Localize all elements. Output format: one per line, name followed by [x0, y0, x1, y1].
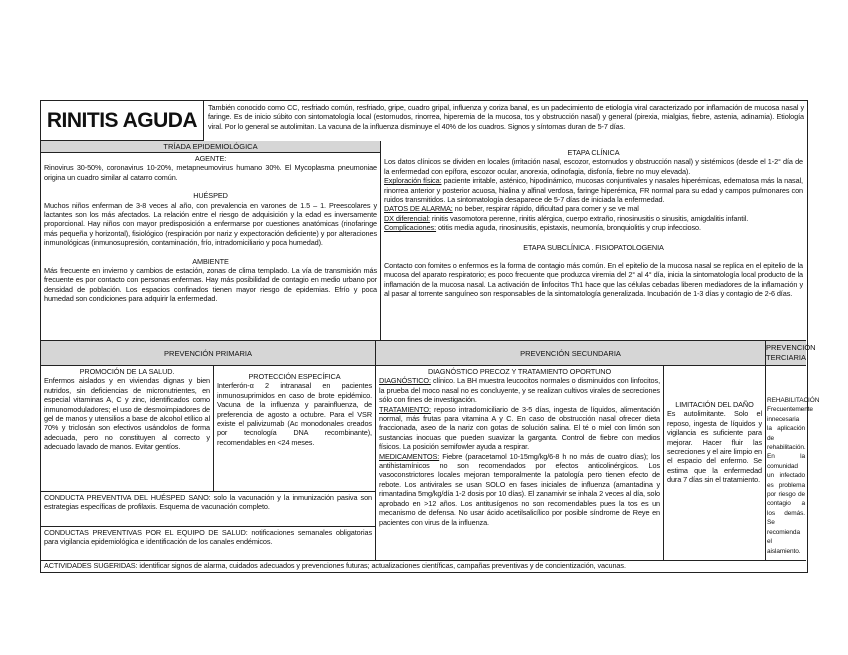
datos-alarma	[384, 204, 803, 213]
conducta-huesped	[41, 492, 376, 527]
huesped-text: Muchos niños enferman de 3-8 veces al año, con prevalencia en varones de 1.5 – 1. Preescolares y lactantes son los más afectados. La relación entre el riesgo de adquisición y la edad es inversamente proporcional. Hay niños con mayor predisposición a enfermarse por cuestiones anatómicas (rinofaringe más pequeña y horizontal), fisiológico (respiración por nariz y expectoración deficiente) y por alteraciones inmunológicas (inmunosupresión, contaminación, frío, intradomiciliario y poca humedad).	[44, 200, 377, 248]
diagnostico-title: DIAGNÓSTICO PRECOZ Y TRATAMIENTO OPORTUNO	[427, 367, 612, 376]
diagnostico-label: DIAGNÓSTICO:	[379, 376, 431, 386]
actividades-text: identificar signos de alarma, cuidados adecuados y prevenciones futuras; actualizaciones científicas, campañas preventivas y de concientización, vacunas.	[137, 561, 626, 570]
promocion-title: PROMOCIÓN DE LA SALUD.	[79, 367, 175, 376]
agente-title: AGENTE:	[194, 154, 227, 163]
actividades-label: ACTIVIDADES SUGERIDAS:	[44, 561, 138, 570]
tratamiento-paragraph	[379, 405, 660, 452]
limitacion-box	[664, 366, 766, 561]
limitacion-text: Es autolimitante. Solo el reposo, ingesta de líquidos y vigilancia es suficiente para mejorar. Hacer fluir las secreciones y el aire limpio en el espacio del enfermo. Se estima que la enfermedad dura 7 días sin el tratamiento.	[667, 409, 762, 485]
prevencion-primaria-header: PREVENCIÓN PRIMARIA	[41, 341, 376, 366]
page-title: RINITIS AGUDA	[46, 108, 198, 132]
diagnostico-text: clínico. La BH muestra leucocitos normales o disminuidos con linfocitos, la prueba del moco nasal no es concluyente, y se realizan cultivos virales de secreciones sólo con fines de investigación.	[379, 376, 660, 405]
intro-text: También conocido como CC, resfriado común, resfriado, gripe, cuadro gripal, influenza y coriza banal, es un padecimiento de etiología viral caracterizado por inflamación de mucosa nasal y faringe. Es de inicio súbito con sintomatología local (estornudos, rinorrea, hiperemia de la mucosa, tos y obstrucción nasal) y general (pirexia, mialgias, fiebre, astenia, adinamia). Etiología viral. Por lo general se autolimitan. La vacuna de la influenza disminuye el 40% de los cuadros. Signos y síntomas duran de 5-7 días.	[208, 103, 804, 131]
complicaciones	[384, 223, 803, 232]
ambiente-title: AMBIENTE	[192, 256, 229, 266]
proteccion-text: Interferón-α 2 intranasal en pacientes inmunosuprimidos en caso de brote epidémico. Vacuna de la influenza y parainfluenza, de preferencia de agosto a octubre. Para el VSR existe el palivizumab (Ac monodonales creados por tecnología DNA recombinante), recomendables en <24 meses.	[217, 381, 372, 447]
agente-text: Rinovirus 30-50%, coronavirus 10-20%, metapneumovirus humano 30%. El Mycoplasma pneumoniae origina un cuadro similar al catarro común.	[44, 163, 377, 182]
etapa-clinica-intro: Los datos clínicos se dividen en locales (irritación nasal, escozor, estornudos y obstrucción nasal) y sistémicos (desde el 1-2° día de la enfermedad con epífora, escozor ocular, anorexia, odinofagia, disfonía, fiebre no muy elevada).	[384, 157, 803, 176]
dx-label: DX diferencial:	[384, 213, 430, 223]
promocion-box	[41, 366, 214, 492]
triada-section	[41, 141, 381, 341]
rehabilitacion-title: REHABILITACIÓN	[767, 397, 820, 404]
etapa-subclinica-text: Contacto con fomites o enfermos es la forma de contagio más común. En el epitelio de la mucosa nasal se replica en el epitelio de la mucosa del aparato respiratorio; es poco frecuente que produzca viremia del 2° al 4° día, inicia la sintomatología local producto de la inflamación de la mucosa nasal. La activación de linfocitos Th1 hace que las células cebadas liberen mediadores de la inflamación y al pasar al torrente sanguíneo son responsables de la sintomatología generalizada. Incubación de 1-3 días y contagio de 2-6 días.	[384, 261, 803, 299]
alarma-text: no beber, respirar rápido, dificultad para comer y se ve mal	[452, 204, 639, 214]
dx-diferencial	[384, 214, 803, 223]
huesped-label: CONDUCTA PREVENTIVA DEL HUÉSPED SANO:	[44, 493, 211, 502]
exploracion-label: Exploración física:	[384, 176, 442, 186]
etapa-clinica-title: ETAPA CLÍNICA	[567, 148, 620, 157]
tratamiento-label: TRATAMIENTO:	[379, 404, 431, 414]
document-sheet	[40, 100, 820, 573]
diagnostico-box	[376, 366, 664, 561]
actividades-sugeridas	[41, 561, 806, 572]
huesped-title: HUÉSPED	[193, 191, 228, 201]
complicaciones-text: otitis media aguda, rinosinusitis, epistaxis, neumonía, bronquiolitis y crup infeccioso.	[436, 223, 701, 233]
proteccion-title: PROTECCIÓN ESPECÍFICA	[248, 372, 341, 381]
rehabilitacion-text: Frecuentemente innecesaria la aplicación de rehabilitación. En la comunidad un infectado es problema por riesgo de contagio a los demás. Se recomienda el aislamiento.	[767, 406, 813, 555]
equipo-text: notificaciones semanales obligatorias para vigilancia epidemiológica e identificación de los canales endémicos.	[44, 528, 372, 547]
rehabilitacion-box	[766, 366, 820, 561]
complicaciones-label: Complicaciones:	[384, 223, 437, 233]
prevencion-terciaria-header: PREVENCIÓN TERCIARIA	[766, 341, 806, 366]
triada-header: TRÍADA EPIDEMIOLÓGICA	[41, 141, 380, 153]
prevencion-secundaria-header: PREVENCIÓN SECUNDARIA	[376, 341, 766, 366]
promocion-text: Enfermos aislados y en viviendas dignas y bien nutridos, sin deficiencias de micronutrientes, en especial vitaminas A, C y zinc, identificados como inmunomoduladores; el uso de desmoimpiadores de gel de manos y utensilios a base de alcohol etílico al 70% y triclosán son efectivos usándolos de forma adecuada, pero no constituyen al correcto y adecuado lavado de manos. Evitar gentíos.	[44, 376, 210, 452]
huesped-text-sano: solo la vacunación y la inmunización pasiva son estrategias específicas de profilaxis. Esquema de vacunación completo.	[44, 493, 372, 512]
dx-text: rinitis vasomotora perenne, rinitis alérgica, cuerpo extraño, rinosinusitis o sinusitis, amigdalitis infantil.	[429, 213, 749, 223]
conducta-equipo	[41, 527, 376, 561]
equipo-label: CONDUCTAS PREVENTIVAS POR EL EQUIPO DE SALUD:	[44, 528, 248, 537]
exploracion-fisica	[384, 176, 803, 204]
etapa-subclinica-title: ETAPA SUBCLÍNICA . FISIOPATOLOGENIA	[523, 242, 664, 252]
diagnostico-paragraph	[379, 376, 660, 404]
ambiente-text: Más frecuente en invierno y cambios de estación, zonas de clima templado. La vía de transmisión más frecuente es por contacto con personas enfermas. Hay más posibilidad de contagio en medio urbano por densidad de población. Los espacios confinados tienen mayor riesgo de epidemias. Efrío y poca humedad son condiciones para adquirir la enfermedad.	[44, 266, 377, 304]
exploracion-text: paciente irritable, asténico, hipodinámico, mucosas conjuntivales y nasales hiperémicas, edematosa más la nasal, rinorrea anterior y posterior acuosa, hialina y alfinal verdosa, faringe hiperémica, FR normal para su edad y campos pulmonares con ruidos transmitidos. La sintomatología desaparece de 5-7 días de iniciada la enfermedad.	[384, 176, 803, 205]
alarma-label: DATOS DE ALARMA:	[384, 204, 453, 214]
tratamiento-text: reposo intradomiciliario de 3-5 días, ingesta de líquidos, alimentación normal, más frutas para vitamina A y C. En caso de obstrucción nasal ofrecer dieta fraccionada, aseo de la nariz con gotas de solución salina. El té o miel con limón son sustancias inocuas que pueden suavizar la garganta. Control de fiebre con medios físicos. La posición semifowler ayuda a respirar.	[379, 404, 660, 452]
medicamentos-paragraph	[379, 452, 660, 527]
medicamentos-text: Fiebre (paracetamol 10-15mg/kg/6-8 h no más de cuatro días); los antihistamínicos no son recomendados por efectos anticolinérgicos. Los vasoconstrictores locales mejoran temporalmente la patología pero tienen efecto de rebote. Los antivirales se usan SOLO en fases iniciales de influenza (amantadina y rimantadina 5mg/kg/día 1-2 dosis por 10 días). El zanamivir se inhala 2 veces al día, solo aprobado en >12 años. Los antitusígenos no son recomendables pues la tos es un mecanismo de defensa. No usar ácido acetilsalicílico por posible síndrome de Reye en pacientes con virus de la influenza.	[379, 451, 660, 527]
proteccion-box	[214, 366, 376, 492]
medicamentos-label: MEDICAMENTOS:	[379, 451, 440, 461]
limitacion-title: LIMITACIÓN DEL DAÑO	[675, 400, 754, 409]
title-box	[41, 101, 204, 141]
etapa-section	[381, 141, 806, 341]
